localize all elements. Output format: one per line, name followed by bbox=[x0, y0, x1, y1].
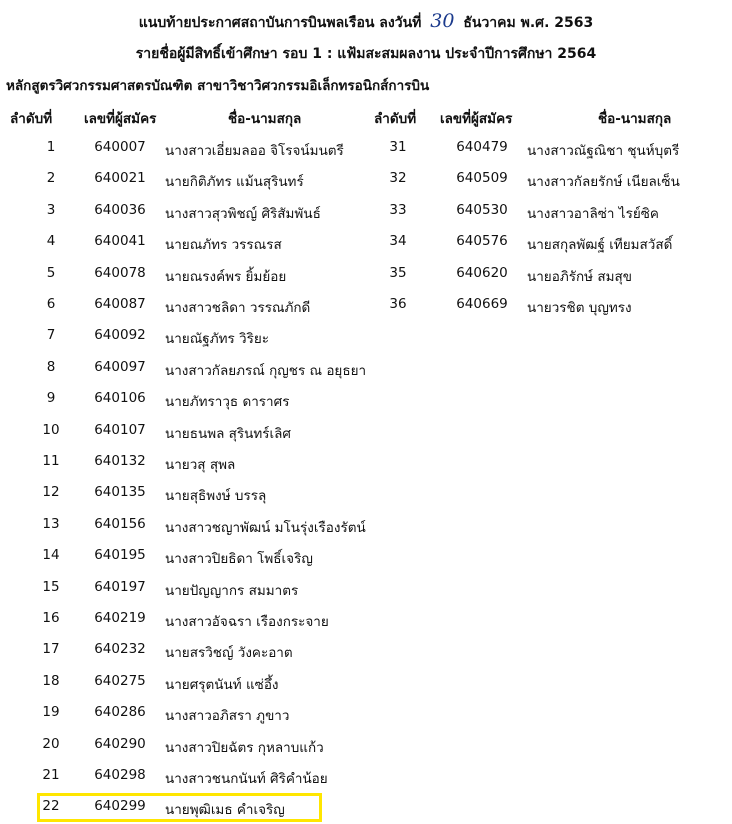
handwritten-date-day: 30 bbox=[430, 10, 455, 32]
row-number: 16 bbox=[42, 610, 60, 626]
applicant-name: นางสาวชญาพัฒน์ มโนรุ่งเรืองรัตน์ bbox=[165, 520, 366, 536]
row-number: 32 bbox=[389, 170, 407, 186]
row-number: 34 bbox=[389, 233, 407, 249]
applicant-id: 640286 bbox=[94, 704, 146, 720]
applicant-id: 640530 bbox=[456, 202, 508, 218]
applicant-id: 640195 bbox=[94, 547, 146, 563]
applicant-id: 640092 bbox=[94, 327, 146, 343]
applicant-name: นายอภิรักษ์ สมสุข bbox=[527, 269, 632, 285]
row-number: 18 bbox=[42, 673, 60, 689]
applicant-id: 640106 bbox=[94, 390, 146, 406]
applicant-name: นางสาวสุวพิชญ์ ศิริสัมพันธ์ bbox=[165, 206, 321, 222]
highlighted-row-marker bbox=[37, 793, 322, 822]
applicant-id: 640299 bbox=[94, 798, 146, 814]
applicant-id: 640509 bbox=[456, 170, 508, 186]
applicant-name: นายณภัทร วรรณรส bbox=[165, 237, 282, 253]
row-number: 8 bbox=[46, 359, 56, 375]
row-number: 11 bbox=[42, 453, 60, 469]
applicant-id: 640290 bbox=[94, 736, 146, 752]
applicant-name: นางสาวชลิดา วรรณภักดี bbox=[165, 300, 311, 316]
applicant-name: นายสรวิชญ์ วังคะอาต bbox=[165, 645, 293, 661]
applicant-id: 640078 bbox=[94, 265, 146, 281]
applicant-name: นางสาวกัลยรักษ์ เนียลเซ็น bbox=[527, 174, 680, 190]
row-number: 12 bbox=[42, 484, 60, 500]
applicant-name: นางสาวอัจฉรา เรืองกระจาย bbox=[165, 614, 329, 630]
header-name-right: ชื่อ-นามสกุล bbox=[598, 111, 672, 127]
applicant-name: นางสาวปิยธิดา โพธิ์เจริญ bbox=[165, 551, 313, 567]
applicant-id: 640036 bbox=[94, 202, 146, 218]
applicant-name: นายวสุ สุพล bbox=[165, 457, 236, 473]
title-prefix: แนบท้ายประกาศสถาบันการบินพลเรือน ลงวันที่ bbox=[138, 15, 422, 31]
applicant-name: นายกิติภัทร แม้นสุรินทร์ bbox=[165, 174, 304, 190]
row-number: 10 bbox=[42, 422, 60, 438]
header-applicant-id-right: เลขที่ผู้สมัคร bbox=[440, 111, 513, 127]
row-number: 4 bbox=[46, 233, 56, 249]
applicant-name: นายสุธิพงษ์ บรรลุ bbox=[165, 488, 267, 504]
applicant-id: 640275 bbox=[94, 673, 146, 689]
applicant-name: นายณัฐภัทร วิริยะ bbox=[165, 331, 270, 347]
row-number: 20 bbox=[42, 736, 60, 752]
applicant-name: นางสาวอภิสรา ภูขาว bbox=[165, 708, 290, 724]
applicant-name: นายสกุลพัฒฐ์ เทียมสวัสดิ์ bbox=[527, 237, 673, 253]
program-title: หลักสูตรวิศวกรรมศาสตรบัณฑิต สาขาวิชาวิศวกรรมอิเล็กทรอนิกส์การบิน bbox=[6, 78, 430, 94]
header-no-left: ลำดับที่ bbox=[10, 111, 53, 127]
row-number: 19 bbox=[42, 704, 60, 720]
applicant-name: นางสาวณัฐณิชา ชุนห์บุตรี bbox=[527, 143, 680, 159]
applicant-id: 640669 bbox=[456, 296, 508, 312]
applicant-name: นางสาวเอี่ยมลออ จิโรจน์มนตรี bbox=[165, 143, 344, 159]
row-number: 1 bbox=[46, 139, 56, 155]
row-number: 31 bbox=[389, 139, 407, 155]
applicant-name: นายณรงค์พร ยิ้มย้อย bbox=[165, 269, 287, 285]
row-number: 15 bbox=[42, 579, 60, 595]
row-number: 22 bbox=[42, 798, 60, 814]
applicant-id: 640021 bbox=[94, 170, 146, 186]
applicant-name: นางสาวปิยฉัตร กุหลาบแก้ว bbox=[165, 740, 324, 756]
applicant-id: 640041 bbox=[94, 233, 146, 249]
applicant-id: 640087 bbox=[94, 296, 146, 312]
title-suffix: ธันวาคม พ.ศ. 2563 bbox=[463, 15, 594, 31]
header-applicant-id-left: เลขที่ผู้สมัคร bbox=[84, 111, 157, 127]
applicant-id: 640197 bbox=[94, 579, 146, 595]
applicant-name: นางสาวชนกนันท์ ศิริคำน้อย bbox=[165, 771, 328, 787]
row-number: 14 bbox=[42, 547, 60, 563]
applicant-id: 640219 bbox=[94, 610, 146, 626]
row-number: 6 bbox=[46, 296, 56, 312]
applicant-id: 640298 bbox=[94, 767, 146, 783]
applicant-name: นายธนพล สุรินทร์เลิศ bbox=[165, 426, 291, 442]
applicant-name: นางสาวอาลิซ่า ไรย์ซิค bbox=[527, 206, 659, 222]
row-number: 7 bbox=[46, 327, 56, 343]
applicant-id: 640479 bbox=[456, 139, 508, 155]
document-title-line-1 bbox=[0, 10, 732, 34]
row-number: 3 bbox=[46, 202, 56, 218]
applicant-id: 640156 bbox=[94, 516, 146, 532]
row-number: 5 bbox=[46, 265, 56, 281]
applicant-id: 640097 bbox=[94, 359, 146, 375]
applicant-name: นายศรุตนันท์ แซ่อึ้ง bbox=[165, 677, 279, 693]
row-number: 17 bbox=[42, 641, 60, 657]
applicant-name: นายปัญญากร สมมาตร bbox=[165, 583, 299, 599]
row-number: 35 bbox=[389, 265, 407, 281]
applicant-id: 640135 bbox=[94, 484, 146, 500]
row-number: 21 bbox=[42, 767, 60, 783]
applicant-name: นายพุฒิเมธ คำเจริญ bbox=[165, 802, 285, 818]
applicant-id: 640007 bbox=[94, 139, 146, 155]
row-number: 2 bbox=[46, 170, 56, 186]
applicant-name: นายภัทราวุธ ดาราศร bbox=[165, 394, 290, 410]
row-number: 9 bbox=[46, 390, 56, 406]
applicant-id: 640132 bbox=[94, 453, 146, 469]
row-number: 13 bbox=[42, 516, 60, 532]
applicant-id: 640232 bbox=[94, 641, 146, 657]
applicant-id: 640107 bbox=[94, 422, 146, 438]
applicant-name: นางสาวกัลยภรณ์ กุญชร ณ อยุธยา bbox=[165, 363, 367, 379]
applicant-name: นายวรชิต บุญทรง bbox=[527, 300, 632, 316]
document-title-line-2: รายชื่อผู้มีสิทธิ์เข้าศึกษา รอบ 1 : แฟ้มสะสมผลงาน ประจำปีการศึกษา 2564 bbox=[135, 46, 597, 62]
applicant-id: 640576 bbox=[456, 233, 508, 249]
header-no-right: ลำดับที่ bbox=[374, 111, 417, 127]
row-number: 36 bbox=[389, 296, 407, 312]
applicant-id: 640620 bbox=[456, 265, 508, 281]
header-name-left: ชื่อ-นามสกุล bbox=[228, 111, 302, 127]
row-number: 33 bbox=[389, 202, 407, 218]
